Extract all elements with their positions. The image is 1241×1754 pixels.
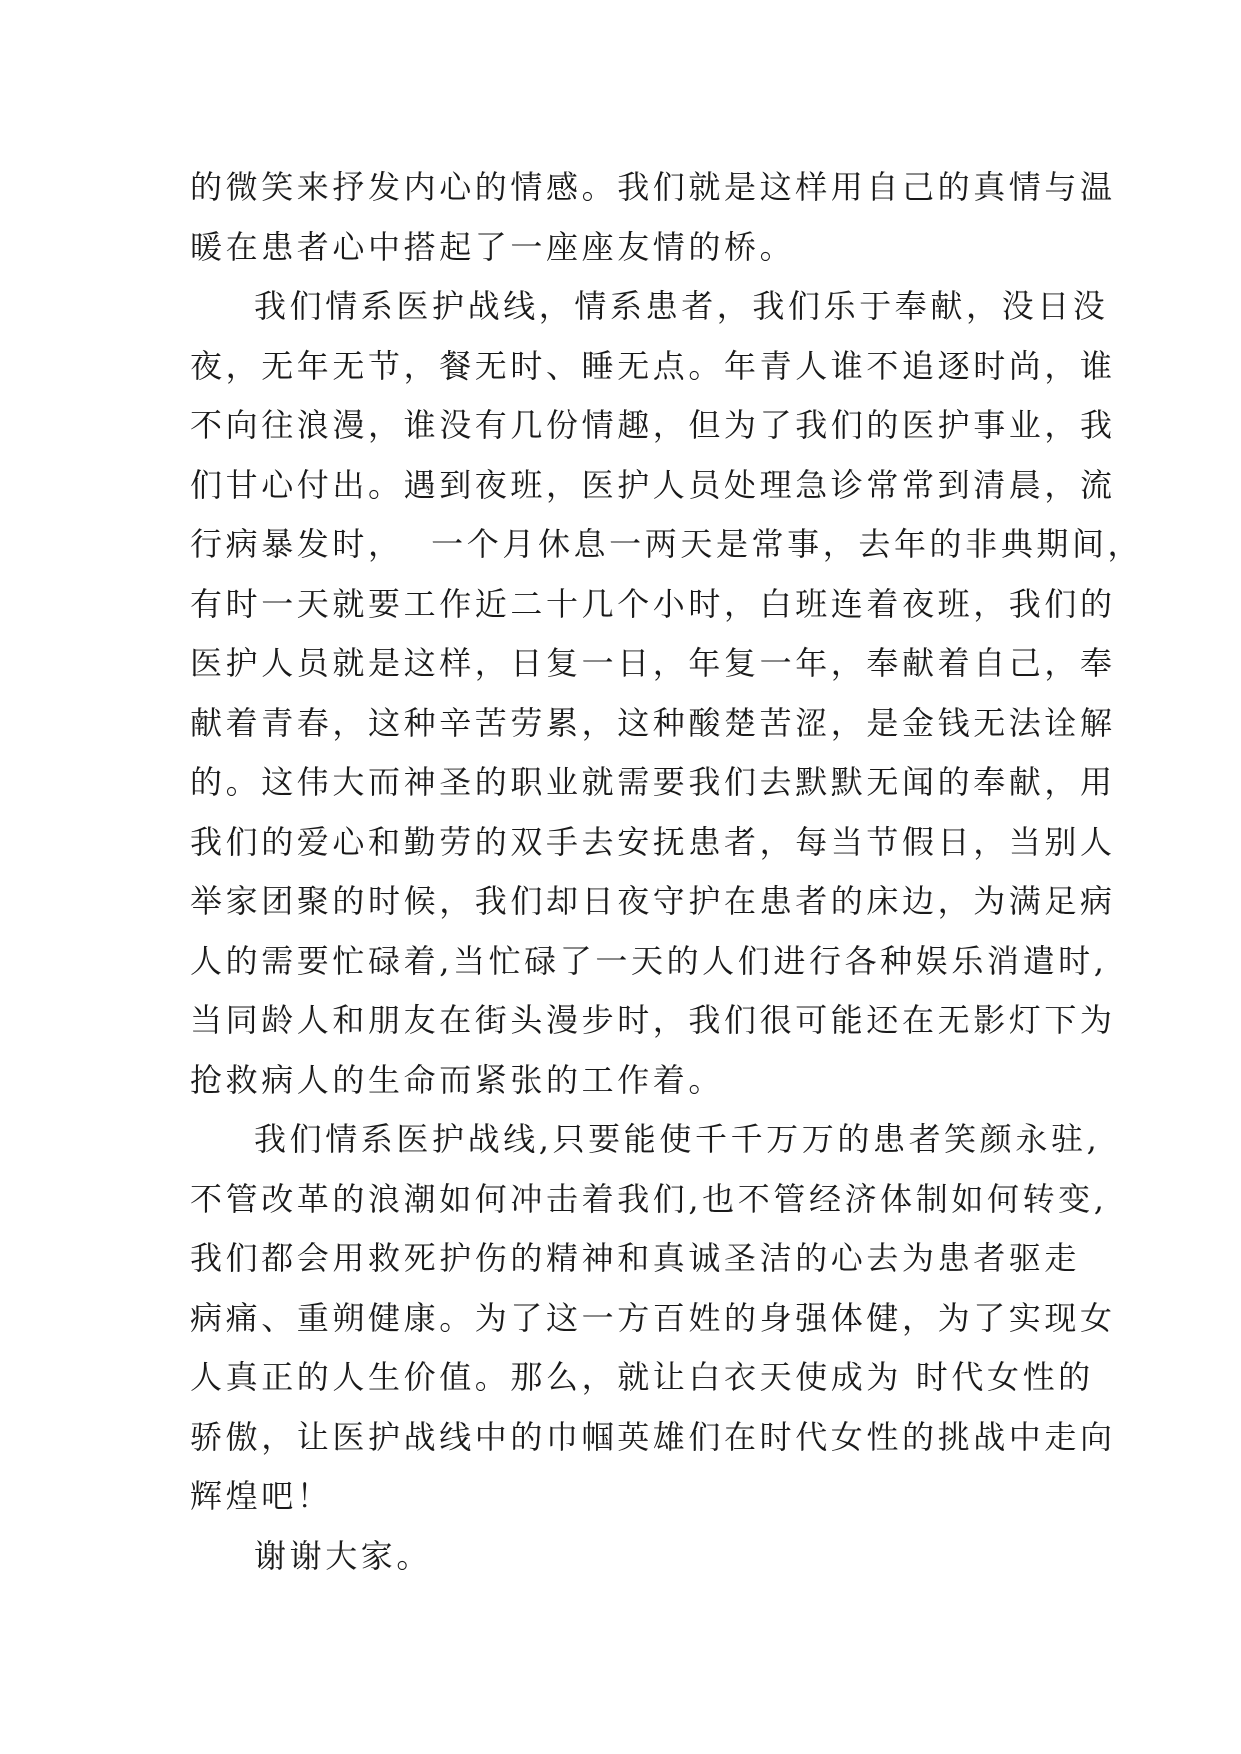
text-line: 当同龄人和朋友在街头漫步时，我们很可能还在无影灯下为 <box>190 1001 1116 1039</box>
text-line: 们甘心付出。遇到夜班，医护人员处理急诊常常到清晨，流 <box>190 465 1116 504</box>
text-line: 行病暴发时， 一个月休息一两天是常事，去年的非典期间， <box>190 525 1144 563</box>
text-line: 骄傲，让医护战线中的巾帼英雄们在时代女性的挑战中走向 <box>190 1417 1116 1456</box>
text-line: 人真正的人生价值。那么，就让白衣天使成为 时代女性的 <box>190 1358 1094 1396</box>
text-line: 暖在患者心中搭起了一座座友情的桥。 <box>190 227 796 266</box>
speech-body <box>190 158 1144 1586</box>
text-line: 的。这伟大而神圣的职业就需要我们去默默无闻的奉献，用 <box>190 763 1116 801</box>
paragraph-thanks <box>190 1527 1070 1587</box>
text-line: 我们情系医护战线，情系患者，我们乐于奉献，没日没 <box>254 287 1109 325</box>
text-line: 医护人员就是这样，日复一日，年复一年，奉献着自己，奉 <box>190 644 1116 682</box>
text-line: 的微笑来抒发内心的情感。我们就是这样用自己的真情与温 <box>190 168 1116 206</box>
text-line: 不管改革的浪潮如何冲击着我们,也不管经济体制如何转变, <box>190 1179 1108 1218</box>
paragraph-conclusion <box>190 1110 1116 1527</box>
text-line: 献着青春，这种辛苦劳累，这种酸楚苦涩，是金钱无法诠解 <box>190 703 1116 742</box>
text-line: 不向往浪漫，谁没有几份情趣，但为了我们的医护事业，我 <box>190 406 1116 444</box>
text-line: 夜，无年无节，餐无时、睡无点。年青人谁不追逐时尚，谁 <box>190 346 1116 385</box>
text-line: 我们情系医护战线,只要能使千千万万的患者笑颜永驻, <box>254 1120 1101 1158</box>
text-line: 有时一天就要工作近二十几个小时，白班连着夜班，我们的 <box>190 584 1116 623</box>
text-line: 我们都会用救死护伤的精神和真诚圣洁的心去为患者驱走 <box>190 1239 1081 1277</box>
text-line: 人的需要忙碌着,当忙碌了一天的人们进行各种娱乐消遣时, <box>190 941 1108 980</box>
paragraph-dedication <box>190 277 1144 1110</box>
text-line: 我们的爱心和勤劳的双手去安抚患者，每当节假日，当别人 <box>190 822 1116 861</box>
text-line: 举家团聚的时候，我们却日夜守护在患者的床边，为满足病 <box>190 882 1116 920</box>
text-line: 病痛、重朔健康。为了这一方百姓的身强体健，为了实现女 <box>190 1298 1116 1337</box>
text-line: 抢救病人的生命而紧张的工作着。 <box>190 1060 725 1099</box>
paragraph-continuation <box>190 158 1116 277</box>
text-line: 辉煌吧！ <box>190 1477 333 1515</box>
text-line: 谢谢大家。 <box>254 1536 433 1575</box>
